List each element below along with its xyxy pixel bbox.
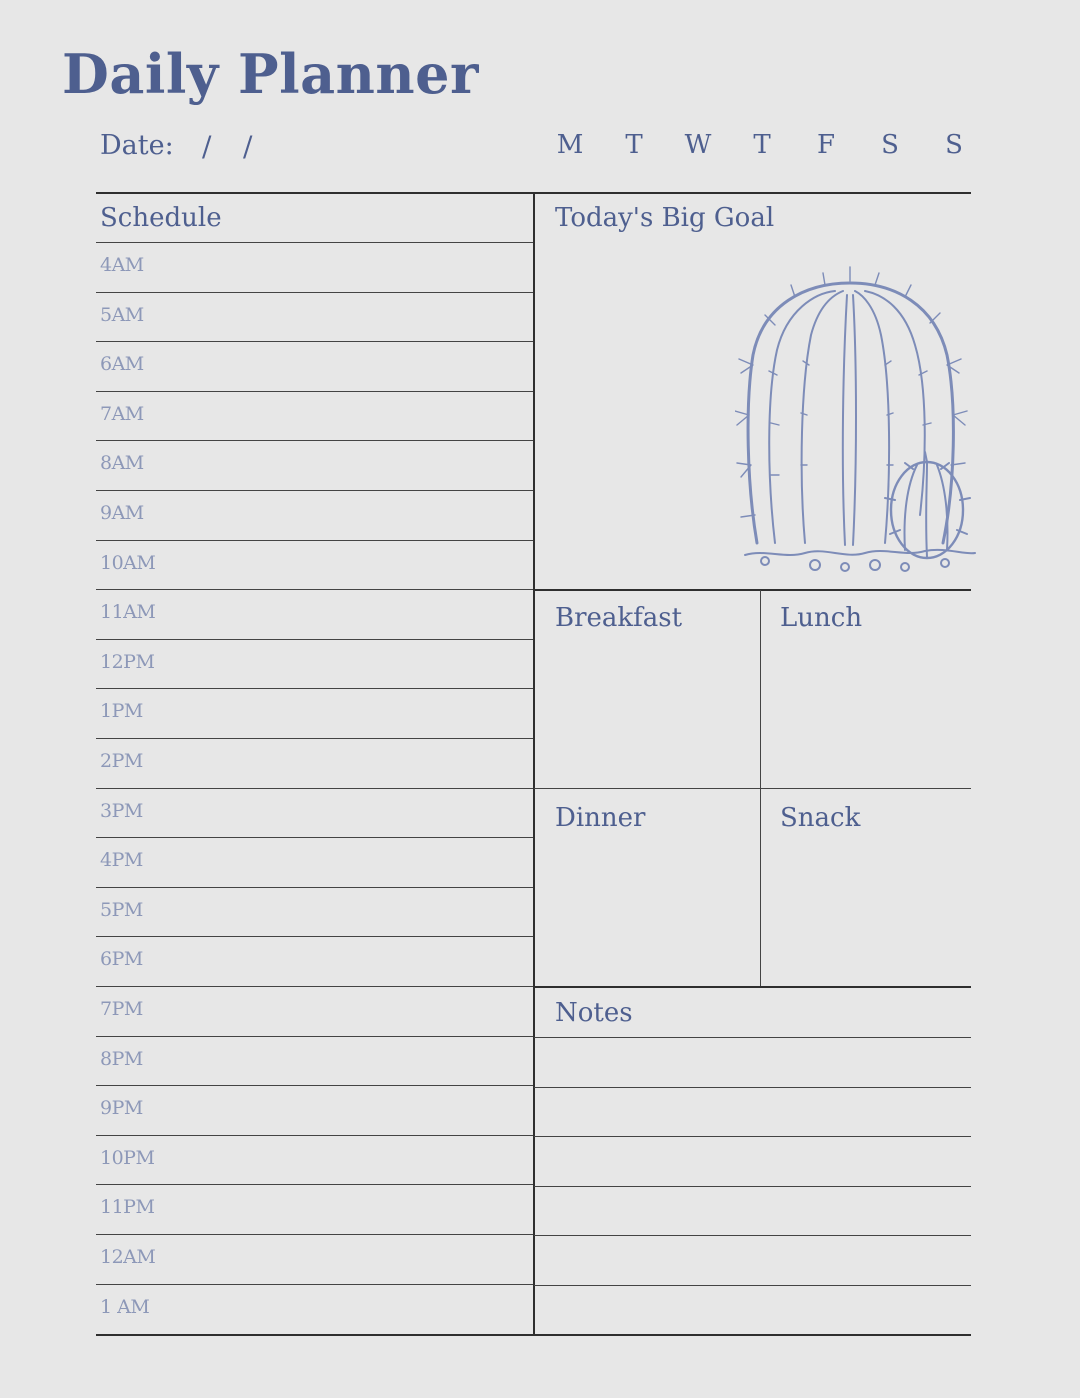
schedule-row-divider (96, 440, 533, 441)
schedule-row-divider (96, 242, 533, 243)
schedule-row-divider (96, 936, 533, 937)
notes-line[interactable] (534, 1235, 971, 1236)
schedule-row-divider (96, 341, 533, 342)
weekday-monday[interactable]: M (556, 130, 584, 160)
notes-line[interactable] (534, 1087, 971, 1088)
notes-line[interactable] (534, 1037, 971, 1038)
date-separator: / (202, 130, 212, 163)
schedule-row-divider (96, 1036, 533, 1037)
schedule-row-divider (96, 1085, 533, 1086)
schedule-hour-label[interactable]: 9AM (100, 502, 144, 524)
schedule-row-divider (96, 292, 533, 293)
schedule-hour-label[interactable]: 4AM (100, 254, 144, 276)
grid-center-divider (533, 193, 535, 1335)
schedule-hour-label[interactable]: 2PM (100, 750, 143, 772)
schedule-hour-label[interactable]: 7AM (100, 402, 144, 425)
schedule-row-divider (96, 540, 533, 541)
schedule-hour-label[interactable]: 6PM (100, 948, 143, 971)
schedule-row-divider (96, 391, 533, 392)
schedule-row-divider (96, 887, 533, 888)
schedule-hour-label[interactable]: 3PM (100, 799, 143, 822)
date-separator: / (243, 130, 253, 163)
schedule-row-divider (96, 639, 533, 640)
page-title: Daily Planner (62, 42, 479, 106)
schedule-row-divider (96, 1284, 533, 1285)
weekday-friday[interactable]: F (816, 130, 836, 160)
weekday-sunday[interactable]: S (945, 130, 963, 160)
notes-line[interactable] (534, 1285, 971, 1286)
cactus-illustration (735, 265, 980, 577)
meals-bottom-border (534, 986, 971, 988)
schedule-hour-label[interactable]: 8AM (100, 452, 144, 475)
schedule-hour-label[interactable]: 4PM (100, 849, 143, 872)
weekday-tuesday[interactable]: T (625, 130, 643, 160)
schedule-hour-label[interactable]: 7PM (100, 998, 143, 1020)
schedule-hour-label[interactable]: 5AM (100, 303, 144, 326)
schedule-hour-label[interactable]: 5PM (100, 898, 143, 921)
schedule-row-divider (96, 1135, 533, 1136)
schedule-row-divider (96, 788, 533, 789)
schedule-row-divider (96, 1184, 533, 1185)
schedule-hour-label[interactable]: 1 AM (100, 1295, 150, 1318)
snack-heading: Snack (780, 803, 861, 833)
schedule-hour-label[interactable]: 12AM (100, 1246, 156, 1268)
schedule-row-divider (96, 688, 533, 689)
schedule-row-divider (96, 490, 533, 491)
notes-line[interactable] (534, 1136, 971, 1137)
schedule-row-divider (96, 986, 533, 987)
schedule-hour-label[interactable]: 10AM (100, 551, 156, 574)
schedule-hour-label[interactable]: 11AM (100, 601, 156, 624)
breakfast-heading: Breakfast (555, 603, 683, 633)
schedule-row-divider (96, 837, 533, 838)
schedule-hour-label[interactable]: 12PM (100, 650, 155, 673)
weekday-thursday[interactable]: T (753, 130, 771, 160)
schedule-heading: Schedule (100, 203, 222, 233)
schedule-row-divider (96, 738, 533, 739)
date-label: Date: (100, 130, 174, 161)
weekday-saturday[interactable]: S (881, 130, 899, 160)
schedule-hour-label[interactable]: 8PM (100, 1047, 143, 1070)
cactus-icon (735, 267, 975, 571)
schedule-row-divider (96, 1234, 533, 1235)
lunch-heading: Lunch (780, 603, 863, 633)
notes-heading: Notes (555, 998, 633, 1028)
goal-bottom-border (534, 589, 971, 591)
schedule-row-divider (96, 589, 533, 590)
schedule-hour-label[interactable]: 10PM (100, 1146, 155, 1169)
weekday-wednesday[interactable]: W (684, 130, 712, 160)
notes-line[interactable] (534, 1186, 971, 1187)
dinner-heading: Dinner (555, 803, 646, 833)
big-goal-heading: Today's Big Goal (555, 203, 775, 233)
schedule-hour-label[interactable]: 6AM (100, 353, 144, 376)
meals-row-divider (534, 788, 971, 789)
schedule-hour-label[interactable]: 1PM (100, 700, 143, 723)
schedule-hour-label[interactable]: 11PM (100, 1196, 155, 1219)
schedule-hour-label[interactable]: 9PM (100, 1097, 143, 1120)
